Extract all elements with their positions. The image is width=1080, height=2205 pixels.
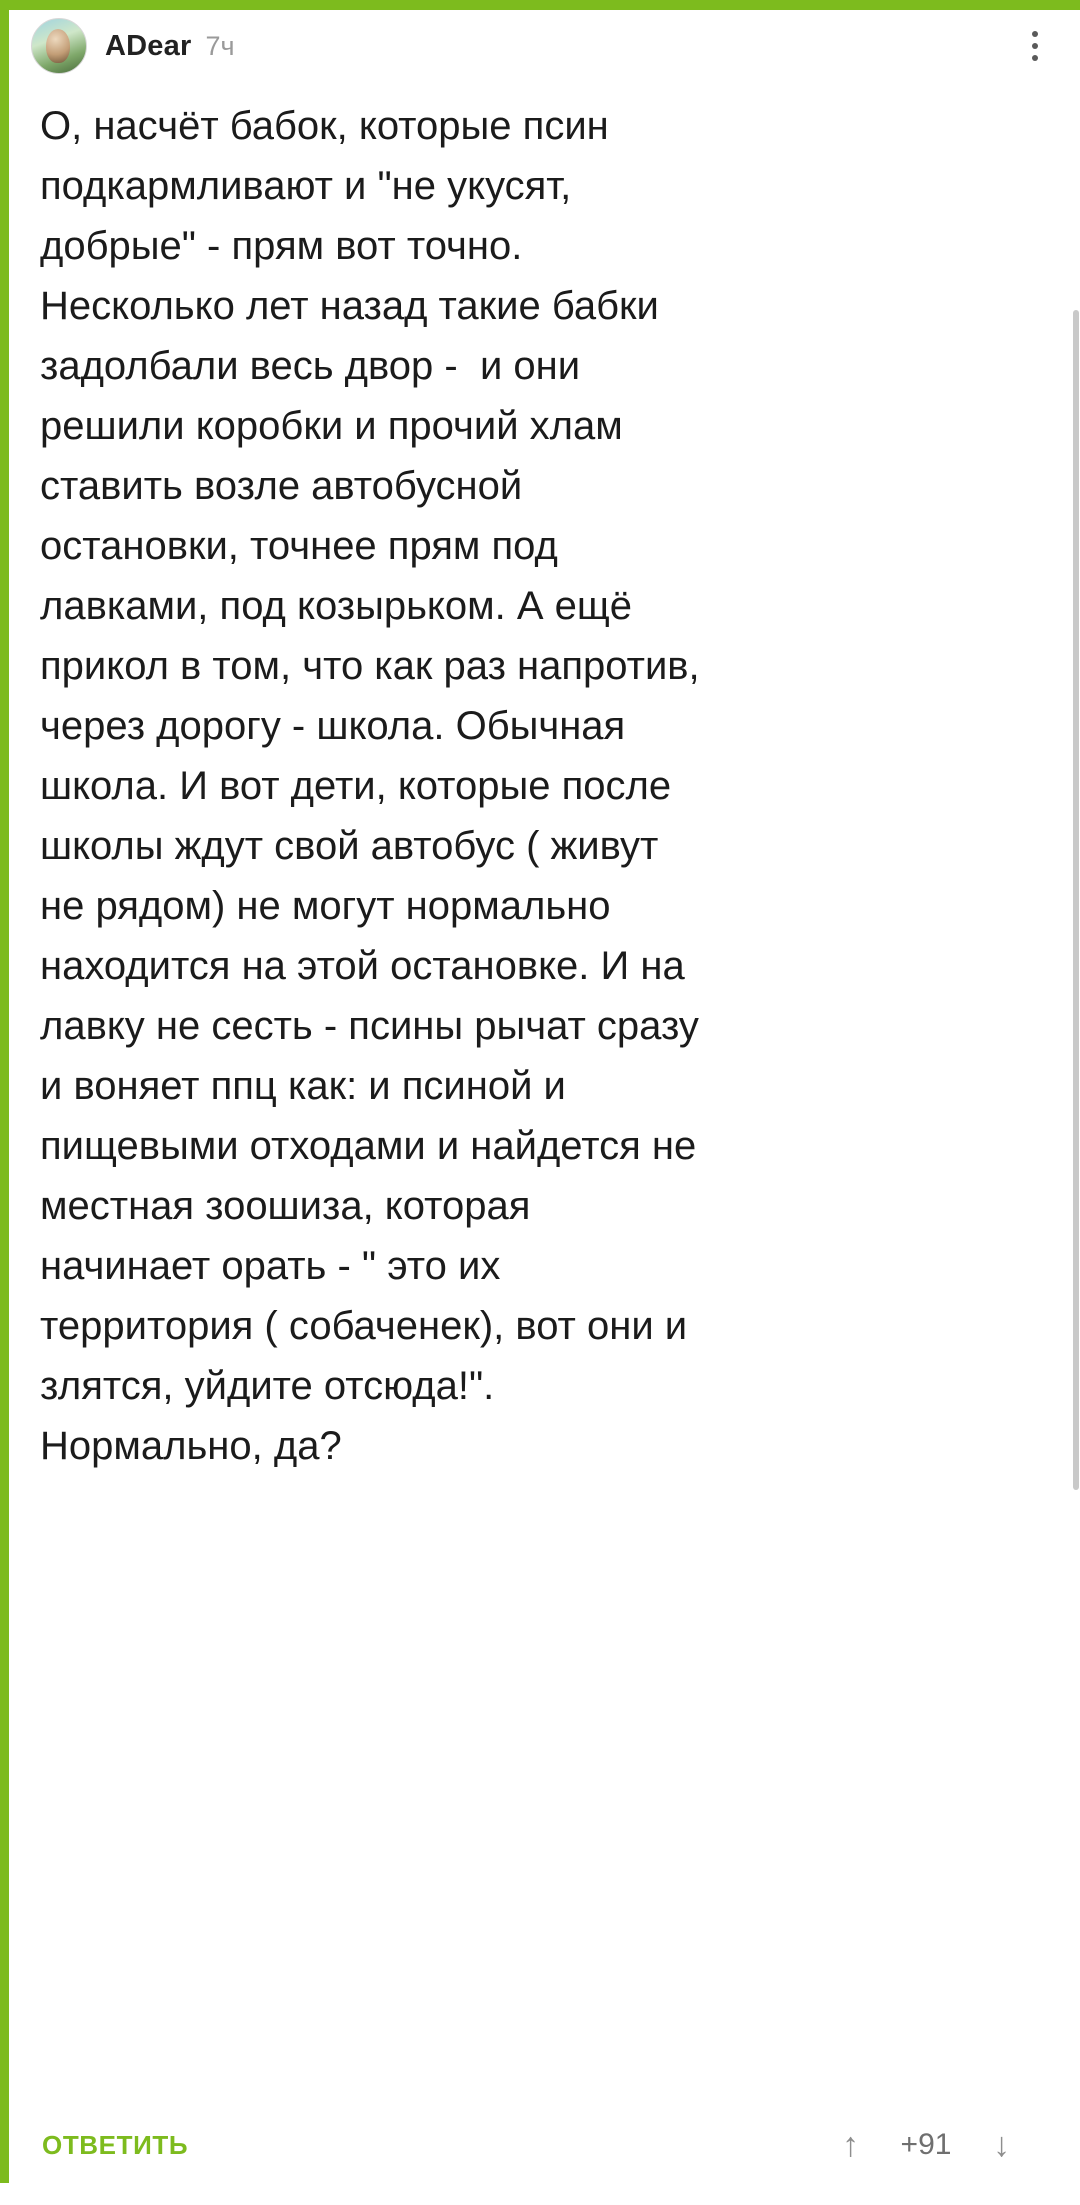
scrollbar-thumb[interactable]: [1073, 310, 1079, 1490]
rating-controls: [836, 2126, 1016, 2164]
kebab-menu-icon[interactable]: [1026, 25, 1044, 67]
comment-header: [9, 10, 1080, 82]
comment-timestamp: 7ч: [205, 30, 235, 61]
comment-body: О, насчёт бабок, которые псин подкармливают и "не укусят, добрые" - прям вот точно. Несколько лет назад такие бабки задолбали весь двор - и они решили коробки и прочий хлам ставить возле автобусной остановки, точнее прям под лавками, под козырьком. А ещё прикол в том, что как раз напротив, через дорогу - школа. Обычная школа. И вот дети, которые после школы ждут свой автобус ( живут не рядом) не могут нормально находится на этой остановке. И на лавку не сесть - псины рычат сразу и воняет ппц как: и псиной и пищевыми отходами и найдется не местная зоошиза, которая начинает орать - " это их территория ( собаченек), вот они и злятся, уйдите отсюда!". Нормально, да?: [40, 104, 711, 1468]
kebab-dot-1: [1032, 31, 1038, 37]
rating-score: +91: [900, 2128, 952, 2161]
arrow-down-icon[interactable]: ↓: [993, 2126, 1010, 2164]
author-name[interactable]: ADear: [105, 29, 192, 62]
kebab-dot-3: [1032, 55, 1038, 61]
page-scrollbar[interactable]: [1072, 10, 1080, 2205]
comment-footer: [40, 2115, 1050, 2175]
avatar[interactable]: [31, 18, 87, 74]
kebab-dot-2: [1032, 43, 1038, 49]
top-accent-bar: [0, 0, 1080, 10]
bottom-spacer: [0, 2183, 1080, 2205]
thread-accent-stripe: [0, 10, 9, 2205]
reply-button[interactable]: ОТВЕТИТЬ: [40, 2126, 190, 2165]
arrow-up-icon[interactable]: ↑: [842, 2126, 859, 2164]
